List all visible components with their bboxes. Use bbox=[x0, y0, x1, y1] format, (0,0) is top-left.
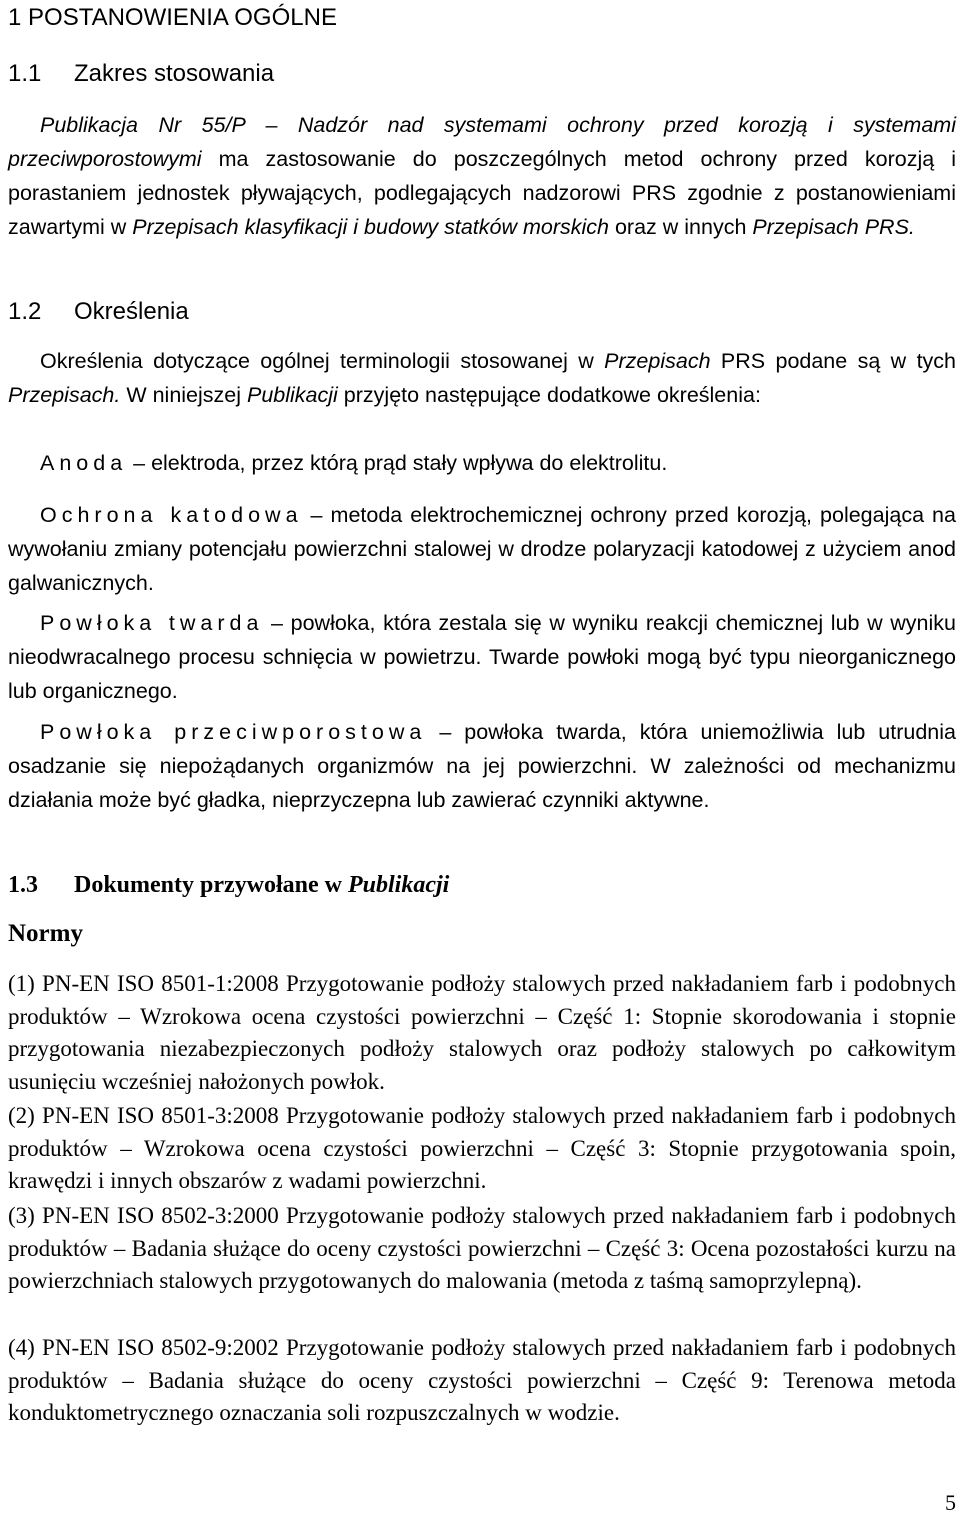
definition-powloka-przeciwporostowa: Powłoka przeciwporostowa – powłoka twarda, która uniemożliwia lub utrudnia osadzanie się niepożądanych organizmów na jej powierzchni. W zależności od mechanizmu działania może być gładka, nieprzyczepna lub zawierać czynniki aktywne. bbox=[8, 720, 956, 812]
reference-item: (4) PN-EN ISO 8502-9:2002 Przygotowanie podłoży stalowych przed nakładaniem farb i podobnych produktów – Badania służące do oceny czystości powierzchni – Część 9: Terenowa metoda konduktometrycznego oznaczania soli rozpuszczalnych w wodzie. bbox=[8, 1332, 956, 1430]
reference-number: (1) bbox=[8, 971, 35, 996]
definition-term: Powłoka przeciwporostowa bbox=[40, 720, 427, 744]
reference-number: (3) bbox=[8, 1203, 35, 1228]
section-heading-1-2 bbox=[8, 298, 189, 326]
section-heading-1-1 bbox=[8, 60, 274, 88]
section-number: 1.2 bbox=[8, 298, 42, 325]
publication-title: Publikacja Nr 55/P – Nadzór nad systemami ochrony przed korozją i systemami przeciwporostowymi bbox=[8, 113, 956, 171]
definition-ochrona-katodowa: Ochrona katodowa – metoda elektrochemicznej ochrony przed korozją, polegająca na wywołaniu zmiany potencjału powierzchni stalowej w drodze polaryzacji katodowej z użyciem anod galwanicznych. bbox=[8, 503, 956, 595]
standards-subheading: Normy bbox=[8, 920, 83, 947]
definition-term: Ochrona katodowa bbox=[40, 503, 303, 527]
definition-anoda: Anoda – elektroda, przez którą prąd stały wpływa do elektrolitu. bbox=[40, 451, 668, 475]
section-title: Zakres stosowania bbox=[74, 60, 275, 87]
reference-item: (1) PN-EN ISO 8501-1:2008 Przygotowanie podłoży stalowych przed nakładaniem farb i podobnych produktów – Wzrokowa ocena czystości powierzchni – Część 1: Stopnie skorodowania i stopnie przygotowania niezabezpieczonych podłoży stalowych oraz podłoży stalowych po całkowitym usunięciu wcześniej nałożonych powłok. bbox=[8, 968, 956, 1098]
reference-item: (2) PN-EN ISO 8501-3:2008 Przygotowanie podłoży stalowych przed nakładaniem farb i podobnych produktów – Wzrokowa ocena czystości powierzchni – Część 3: Stopnie przygotowania spoin, krawędzi i innych obszarów z wadami powierzchni. bbox=[8, 1100, 956, 1198]
chapter-heading: 1 POSTANOWIENIA OGÓLNE bbox=[8, 4, 337, 31]
section-title: Określenia bbox=[74, 298, 189, 325]
section-title: Dokumenty przywołane w bbox=[74, 872, 348, 898]
reference-number: (4) bbox=[8, 1335, 35, 1360]
definition-term: Anoda bbox=[40, 451, 128, 475]
section-heading-1-3: 1.3 Dokumenty przywołane w Publikacji bbox=[8, 872, 450, 898]
reference-number: (2) bbox=[8, 1103, 35, 1128]
definition-term: Powłoka twarda bbox=[40, 611, 264, 635]
reference-item: (3) PN-EN ISO 8502-3:2000 Przygotowanie podłoży stalowych przed nakładaniem farb i podobnych produktów – Badania służące do oceny czystości powierzchni – Część 3: Ocena pozostałości kurzu na powierzchniach stalowych przygotowanych do malowania (metoda z taśmą samoprzylepną). bbox=[8, 1200, 956, 1298]
definition-powloka-twarda: Powłoka twarda – powłoka, która zestala się w wyniku reakcji chemicznej lub w wyniku nieodwracalnego procesu schnięcia w powietrzu. Twarde powłoki mogą być typu nieorganicznego lub organicznego. bbox=[8, 611, 956, 703]
section-number: 1.1 bbox=[8, 60, 42, 87]
definitions-intro-paragraph: Określenia dotyczące ogólnej terminologii stosowanej w Przepisach PRS podane są w tych Przepisach. W niniejszej Publikacji przyjęto następujące dodatkowe określenia: bbox=[8, 349, 957, 407]
scope-paragraph: Publikacja Nr 55/P – Nadzór nad systemami ochrony przed korozją i systemami przeciwporostowymi ma zastosowanie do poszczególnych metod ochrony przed korozją i porastaniem jednostek pływających, podlegających nadzorowi PRS zgodnie z postanowieniami zawartymi w Przepisach klasyfikacji i budowy statków morskich oraz w innych Przepisach PRS. bbox=[8, 113, 956, 239]
page-number: 5 bbox=[945, 1490, 956, 1515]
section-number: 1.3 bbox=[8, 872, 38, 898]
